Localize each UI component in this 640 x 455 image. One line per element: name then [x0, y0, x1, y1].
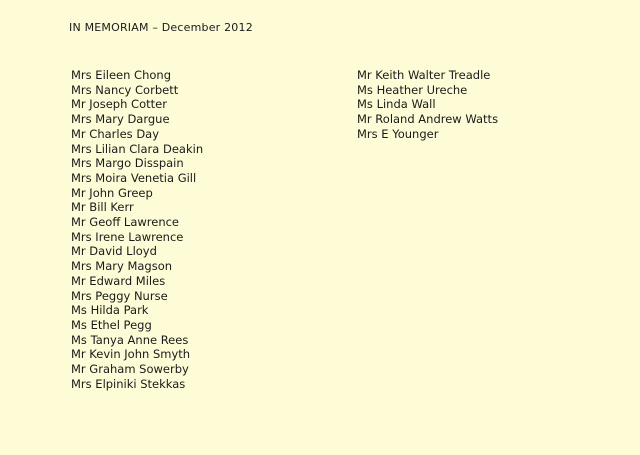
list-item: Mrs Lilian Clara Deakin	[71, 141, 204, 156]
name-column-right	[357, 68, 498, 142]
list-item: Mr Keith Walter Treadle	[357, 68, 491, 82]
list-item: Mrs Elpiniki Stekkas	[71, 376, 186, 391]
list-item: Mr Bill Kerr	[71, 200, 134, 215]
list-item: Mrs Nancy Corbett	[71, 82, 179, 97]
page-title: IN MEMORIAM – December 2012	[69, 21, 253, 34]
list-item: Ms Linda Wall	[357, 97, 436, 112]
list-item: Mrs Irene Lawrence	[71, 229, 184, 244]
list-item: Mrs Mary Dargue	[71, 112, 170, 127]
list-item: Mrs Peggy Nurse	[71, 288, 168, 303]
list-item: Mrs Margo Disspain	[71, 156, 184, 171]
list-item: Mr Charles Day	[71, 126, 160, 141]
list-item: Mr John Greep	[71, 185, 153, 200]
list-item: Mr Edward Miles	[71, 273, 166, 288]
list-item: Mr Kevin John Smyth	[71, 347, 191, 362]
list-item: Ms Tanya Anne Rees	[71, 332, 189, 347]
list-item: Mr Geoff Lawrence	[71, 215, 180, 230]
list-item: Mrs Moira Venetia Gill	[71, 170, 197, 185]
list-item: Mrs Mary Magson	[71, 259, 173, 274]
list-item: Mr David Lloyd	[71, 244, 157, 259]
list-item: Mrs E Younger	[357, 126, 439, 141]
list-item: Ms Hilda Park	[71, 303, 149, 318]
list-item: Mr Joseph Cotter	[71, 97, 167, 112]
list-item: Ms Ethel Pegg	[71, 317, 152, 332]
list-item: Mr Graham Sowerby	[71, 362, 189, 377]
list-item: Ms Heather Ureche	[357, 82, 468, 97]
list-item: Mr Roland Andrew Watts	[357, 112, 499, 127]
list-item: Mrs Eileen Chong	[71, 68, 171, 82]
name-column-left	[71, 68, 203, 391]
